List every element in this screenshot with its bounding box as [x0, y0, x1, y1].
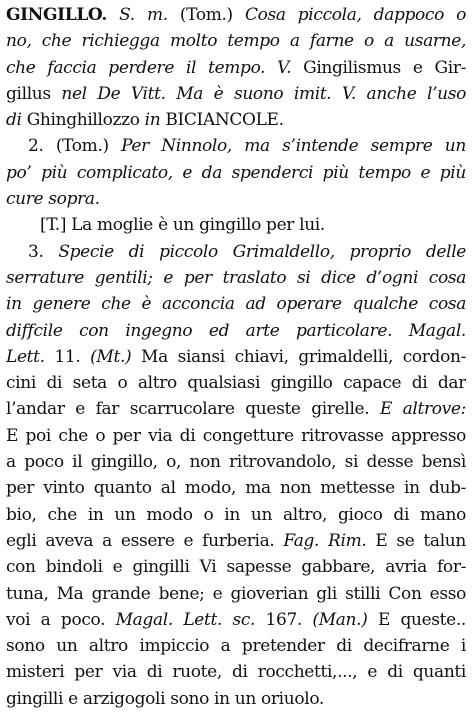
entry-line — [6, 81, 466, 107]
text-segment: E queste.. — [377, 609, 466, 630]
text-segment: Cosa piccola, dappoco o — [232, 5, 466, 25]
text-segment: 11. — [54, 346, 91, 367]
text-segment: diffcile con ingegno ed arte particolare. Magal. — [6, 320, 466, 341]
entry-line — [6, 475, 466, 501]
text-segment: di — [6, 110, 27, 131]
text-segment: Magal. Lett. sc. — [115, 609, 266, 630]
text-segment: Fag. Rim. — [283, 530, 376, 551]
entry-line — [6, 581, 466, 607]
entry-line — [6, 423, 466, 449]
entry-line — [6, 449, 466, 475]
text-segment: nel De Vitt. Ma è suono imit. V. anche l’uso — [61, 83, 466, 104]
entry-line — [6, 554, 466, 580]
entry-line — [6, 370, 466, 396]
text-segment: cini di seta o altro qualsiasi gingillo capace di dar — [6, 373, 466, 394]
text-segment: no, che richiegga molto tempo a farne o a usarne, — [6, 31, 466, 52]
text-segment: Lett. — [6, 346, 55, 367]
text-segment: E se talun — [375, 530, 466, 551]
entry-line — [6, 528, 466, 554]
text-segment: (Tom.) — [55, 136, 122, 157]
text-segment: 3. — [28, 241, 59, 262]
text-segment: per vinto quanto al modo, ma non mettesse in dub- — [6, 478, 466, 499]
entry-line — [6, 212, 466, 238]
text-segment: gingilli e arzigogoli sono in un oriuolo. — [6, 688, 324, 709]
entry-line — [6, 186, 466, 212]
text-segment: (Man.) — [312, 609, 378, 630]
entry-line — [6, 239, 466, 265]
text-segment: 2. — [28, 136, 56, 157]
entry-line — [6, 607, 466, 633]
text-segment: Gingilismus e Gir- — [303, 57, 466, 78]
text-segment: tuna, Ma grande bene; e gioverian gli stilli Con esso — [6, 583, 466, 604]
text-segment: E poi che o per via di congetture ritrovasse appresso — [6, 425, 466, 446]
text-segment: (Mt.) — [90, 346, 142, 367]
text-segment: serrature gentili; e per traslato si dice d’ogni cosa — [6, 267, 466, 288]
text-segment: Ghinghillozzo — [26, 110, 145, 131]
text-segment: E altrove: — [379, 399, 466, 420]
entry-line — [6, 686, 466, 712]
text-segment: egli aveva a essere e furberia. — [6, 530, 284, 551]
text-segment: l’andar e far scarrucolare queste girelle. — [6, 399, 380, 420]
text-segment: Specie di piccolo Grimaldello, proprio delle — [58, 241, 466, 262]
text-segment: misteri per via di ruote, di rocchetti,..., e di quanti — [6, 662, 466, 683]
entry-text — [6, 2, 466, 712]
text-segment: BICIANCOLE. — [165, 110, 284, 131]
text-segment: a poco il gingillo, o, non ritrovandolo, si desse bensì — [6, 452, 466, 473]
text-segment: in genere che è acconcia ad operare qualche cosa — [6, 294, 466, 315]
text-segment: S. m. — [106, 5, 180, 25]
text-segment: Per Ninnolo, ma s’intende sempre un — [121, 136, 466, 157]
entry-line — [6, 633, 466, 659]
text-segment: [T.] La moglie è un gingillo per lui. — [40, 215, 325, 236]
entry-line — [6, 291, 466, 317]
text-segment: con bindoli e gingilli Vi sapesse gabbare, avria for- — [6, 557, 466, 578]
entry-headline — [6, 2, 466, 28]
text-segment: gillus — [6, 83, 62, 104]
text-segment: cure sopra. — [6, 189, 100, 210]
text-segment: voi a poco. — [6, 609, 116, 630]
entry-line — [6, 133, 466, 159]
headword: GINGILLO. — [6, 5, 107, 25]
entry-line — [6, 107, 466, 133]
text-segment: bio, che in un modo o in un altro, gioco di mano — [6, 504, 466, 525]
text-segment: sono un altro impiccio a pretender di decifrarne i — [6, 636, 466, 657]
text-segment: po’ più complicato, e da spenderci più tempo e più — [6, 162, 466, 183]
entry-line — [6, 318, 466, 344]
entry-line — [6, 265, 466, 291]
text-segment: che faccia perdere il tempo. V. — [6, 57, 304, 78]
text-segment: in — [144, 110, 166, 131]
entry-line — [6, 659, 466, 685]
text-segment: Ma siansi chiavi, grimaldelli, cordon- — [141, 346, 466, 367]
text-segment: (Tom.) — [179, 5, 233, 25]
entry-line — [6, 344, 466, 370]
entry-line — [6, 160, 466, 186]
entry-line — [6, 28, 466, 54]
entry-line — [6, 502, 466, 528]
entry-line — [6, 55, 466, 81]
text-segment: 167. — [265, 609, 313, 630]
entry-line — [6, 396, 466, 422]
